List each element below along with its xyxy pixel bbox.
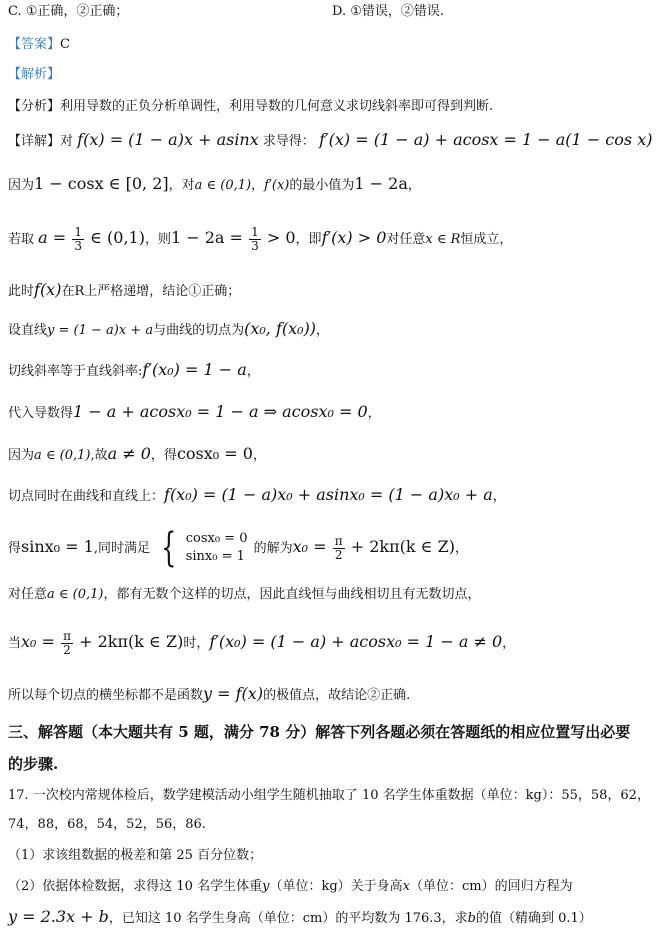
- q17-var-b: b: [467, 911, 476, 926]
- sin-system-line: [0, 522, 660, 572]
- slope-math-1: f′(x₀) = 1 − a: [142, 360, 247, 379]
- take-text-4: 对任意: [386, 232, 426, 247]
- sin-text-1: 得: [8, 541, 22, 556]
- tangent-math-1: y = (1 − a)x + a: [47, 323, 154, 338]
- cos-text-2: ,故: [90, 448, 108, 463]
- take-math-5: x ∈ R: [425, 232, 461, 247]
- when-math-2: + 2kπ(k ∈ Z): [79, 632, 184, 651]
- q17-part2-text-b: （单位：kg）关于身高: [269, 879, 403, 894]
- tangent-math-2: (x₀, f(x₀)): [244, 319, 317, 338]
- when-text-1: 当: [8, 636, 22, 651]
- tangent-text-1: 设直线: [8, 323, 48, 338]
- when-math-1: x₀ =: [21, 632, 55, 651]
- when-math-3: f′(x₀) = (1 − a) + acosx₀ = 1 − a ≠ 0: [209, 632, 503, 651]
- tangent-line: [0, 319, 660, 341]
- concl-text-1: 所以每个切点的横坐标都不是函数: [8, 688, 204, 703]
- substitution-line: [0, 402, 660, 424]
- range-math-3: f′(x): [264, 178, 290, 193]
- slope-text-2: ，: [246, 364, 260, 379]
- cos-text-1: 因为: [8, 448, 35, 463]
- cos-text-3: ，得: [150, 448, 177, 463]
- q17-part2-text-a: （2）依据体检数据，求得这 10 名学生体重: [8, 879, 263, 894]
- sin-text-4: ，: [454, 541, 468, 556]
- incr-text-3: 上严格递增，结论①正确；: [84, 284, 241, 299]
- analysis-tag: 【解析】: [8, 67, 61, 82]
- fraction-pi-half-b: [61, 630, 73, 657]
- conclusion-line: [0, 684, 660, 706]
- cos-line: [0, 444, 660, 466]
- range-math-4: 1 − 2a: [354, 174, 408, 193]
- choice-c: C. ①正确，②正确；: [8, 4, 129, 19]
- fenxi-text: 利用导数的正负分析单调性，利用导数的几何意义求切线斜率即可得到判断.: [60, 99, 494, 114]
- q17-part2-text-c: （单位：cm）的回归方程为: [409, 879, 573, 894]
- range-math-1: 1 − cosx ∈ [0, 2]: [34, 174, 169, 193]
- sin-text-2: ,同时满足: [93, 541, 150, 556]
- fraction-den: 2: [334, 548, 343, 562]
- system-eq-2: sinx₀ = 1: [185, 549, 245, 564]
- both-line: [0, 485, 660, 507]
- q17-part3-text-a: ，已知这 10 名学生身高（单位：cm）的平均数为 176.3，求: [108, 911, 468, 926]
- fraction-pi-half: [333, 535, 345, 562]
- incr-math-2: R: [74, 284, 85, 299]
- concl-text-2: 的极值点，故结论②正确.: [263, 688, 411, 703]
- fraction-one-third-a: [72, 226, 84, 253]
- take-text-1: 若取: [8, 232, 35, 247]
- equation-system: [156, 524, 247, 574]
- choice-d: D. ①错误，②错误.: [332, 4, 445, 19]
- answer-tag: 【答案】: [8, 37, 61, 52]
- q17-part3-text-c: 的值（精确到 0.1）: [476, 911, 592, 926]
- when-text-3: ，: [502, 636, 516, 651]
- cos-math-3: cosx₀ = 0: [176, 444, 253, 463]
- fraction-den: 3: [251, 239, 259, 253]
- range-text-4: 的最小值为: [289, 178, 355, 193]
- sub-text-2: ，: [367, 406, 381, 421]
- cos-text-4: ，: [252, 448, 266, 463]
- take-math-3: > 0: [266, 228, 296, 247]
- answer-value: C: [60, 37, 70, 52]
- fraction-num: 1: [74, 225, 82, 239]
- any-math-1: a ∈ (0,1): [47, 587, 104, 602]
- both-math-1: f(x₀) = (1 − a)x₀ + asinx₀ = (1 − a)x₀ + a: [164, 485, 493, 504]
- fraction-den: 2: [63, 643, 71, 657]
- range-text-1: 因为: [8, 178, 35, 193]
- fraction-one-third-b: [249, 226, 261, 253]
- take-math-4: f′(x) > 0: [321, 228, 387, 247]
- slope-text-1: 切线斜率等于直线斜率:: [8, 364, 143, 379]
- incr-math-1: f(x): [34, 280, 62, 299]
- fraction-num: π: [334, 534, 343, 548]
- xiangjie-tag: 【详解】: [8, 134, 61, 149]
- sin-text-3: 的解为: [253, 541, 293, 556]
- range-text-2: ，对: [168, 178, 195, 193]
- range-text-5: ，: [407, 178, 421, 193]
- q17-part1: （1）求该组数据的极差和第 25 百分位数；: [8, 848, 263, 863]
- system-eq-1: cosx₀ = 0: [185, 531, 248, 546]
- when-line: [0, 622, 660, 662]
- cos-math-1: a ∈ (0,1): [34, 448, 91, 463]
- take-math-2: 1 − 2a =: [170, 228, 243, 247]
- cos-math-2: a ≠ 0: [107, 444, 151, 463]
- section-heading-line2: 的步骤.: [8, 755, 59, 773]
- q17-part3: [0, 907, 660, 929]
- answer-line: [0, 35, 660, 55]
- xiangjie-line: [0, 130, 660, 152]
- both-text-2: ，: [492, 489, 506, 504]
- q17-line1: 17. 一次校内常规体检后，数学建模活动小组学生随机抽取了 10 名学生体重数据（单位：kg）：55，58，62，: [8, 788, 650, 803]
- sin-math-3: + 2kπ(k ∈ Z): [350, 537, 455, 556]
- sub-math-1: 1 − a + acosx₀ = 1 − a ⇒ acosx₀ = 0: [73, 402, 368, 421]
- q17-part2: [0, 877, 660, 897]
- any-text-1: 对任意: [8, 587, 48, 602]
- sub-text-1: 代入导数得: [8, 406, 74, 421]
- any-text-2: ，都有无数个这样的切点，因此直线恒与曲线相切且有无数切点，: [103, 587, 481, 602]
- take-text-3: ，即: [295, 232, 322, 247]
- when-text-2: 时，: [183, 636, 210, 651]
- analysis-line: [0, 65, 660, 85]
- any-line: [0, 585, 660, 605]
- system-equations: [186, 530, 248, 566]
- fraction-num: 1: [251, 225, 259, 239]
- fenxi-tag: 【分析】: [8, 99, 61, 114]
- range-math-2: a ∈ (0,1): [194, 178, 252, 193]
- section-heading-line1: 三、解答题（本大题共有 5 题，满分 78 分）解答下列各题必须在答题纸的相应位置写出必要: [8, 723, 631, 741]
- fraction-den: 3: [74, 239, 82, 253]
- take-a-eq: a =: [38, 228, 67, 247]
- take-line: [0, 226, 660, 252]
- q17-var-x: x: [402, 879, 410, 894]
- both-text-1: 切点同时在曲线和直线上：: [8, 489, 165, 504]
- take-text-5: 恒成立，: [460, 232, 513, 247]
- tangent-text-3: ，: [316, 323, 330, 338]
- fraction-num: π: [63, 629, 71, 643]
- slope-line: [0, 360, 660, 382]
- xiangjie-text2: 求导得：: [262, 134, 315, 149]
- take-math-1: ∈ (0,1): [90, 228, 145, 247]
- incr-text-1: 此时: [8, 284, 35, 299]
- left-brace-icon: {: [161, 525, 177, 571]
- q17-regression-eq: y = 2.3x + b: [8, 907, 109, 926]
- range-text-3: ，: [251, 178, 265, 193]
- q17-line2: 74，88，68，54，52，56，86.: [8, 817, 206, 832]
- take-text-2: ，则: [144, 232, 171, 247]
- range-line: [0, 174, 660, 196]
- xiangjie-text1: 对: [60, 134, 74, 149]
- sin-math-2: x₀ =: [292, 537, 327, 556]
- fenxi-line: [0, 97, 660, 117]
- sin-math-1: sinx₀ = 1: [21, 537, 94, 556]
- concl-math-1: y = f(x): [203, 684, 264, 703]
- f-derivative: f′(x) = (1 − a) + acosx = 1 − a(1 − cos x): [319, 130, 653, 149]
- q17-var-y: y: [262, 879, 270, 894]
- incr-text-2: 在: [61, 284, 75, 299]
- increasing-line: [0, 280, 660, 302]
- f-definition: f(x) = (1 − a)x + asinx: [77, 130, 259, 149]
- tangent-text-2: 与曲线的切点为: [153, 323, 245, 338]
